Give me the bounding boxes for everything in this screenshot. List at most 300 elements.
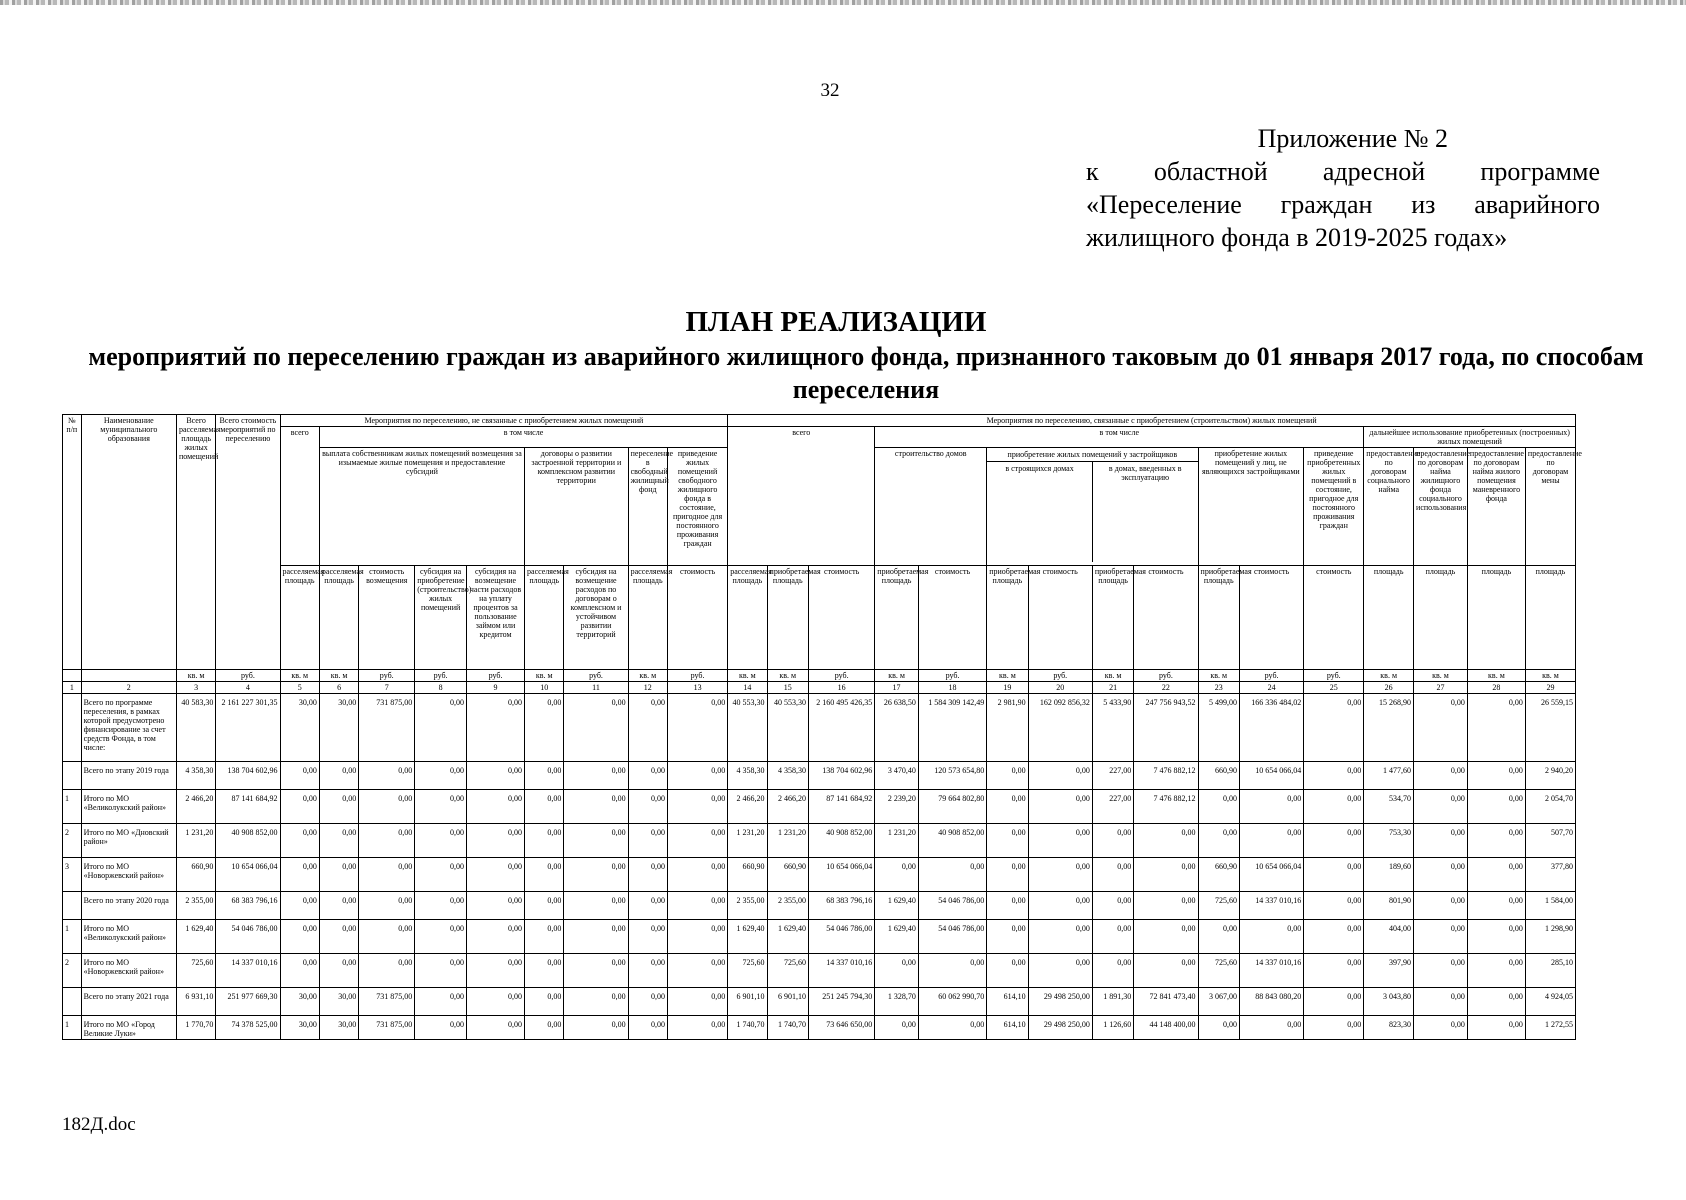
table-cell: 0,00 bbox=[1028, 824, 1092, 858]
table-cell: 0,00 bbox=[1198, 824, 1239, 858]
table-cell: 1 584 309 142,49 bbox=[918, 694, 986, 762]
table-cell: 1 629,40 bbox=[176, 920, 215, 954]
table-cell: 285,10 bbox=[1525, 954, 1575, 988]
unit-cell: руб. bbox=[918, 670, 986, 682]
col-number: 11 bbox=[564, 682, 628, 694]
table-cell: 0,00 bbox=[1467, 694, 1525, 762]
header-use-comm: предоставление по договорам найма жилого помещения маневренного фонда bbox=[1467, 448, 1525, 566]
table-cell: 725,60 bbox=[767, 954, 808, 988]
table-cell: 0,00 bbox=[875, 858, 919, 892]
table-cell: 0,00 bbox=[525, 790, 564, 824]
col-number: 8 bbox=[415, 682, 467, 694]
sub-c21: приобретаемая площадь bbox=[1092, 566, 1133, 670]
table-cell: 753,30 bbox=[1364, 824, 1414, 858]
unit-cell: руб. bbox=[667, 670, 727, 682]
sub-c10: расселяемая площадь bbox=[525, 566, 564, 670]
col-number: 2 bbox=[81, 682, 176, 694]
table-cell: 0,00 bbox=[467, 694, 525, 762]
table-cell: 0,00 bbox=[525, 920, 564, 954]
table-row bbox=[63, 988, 1576, 1016]
table-cell: 0,00 bbox=[667, 988, 727, 1016]
table-cell: 0,00 bbox=[415, 790, 467, 824]
table-cell: 5 499,00 bbox=[1198, 694, 1239, 762]
table-cell: 0,00 bbox=[564, 1016, 628, 1040]
table-cell: 14 337 010,16 bbox=[808, 954, 874, 988]
table-cell: 0,00 bbox=[1467, 920, 1525, 954]
col-number: 20 bbox=[1028, 682, 1092, 694]
row-name: Итого по МО «Новоржевский район» bbox=[81, 858, 176, 892]
table-cell: 138 704 602,96 bbox=[808, 762, 874, 790]
table-cell: 30,00 bbox=[280, 988, 319, 1016]
table-cell: 0,00 bbox=[1092, 892, 1133, 920]
table-cell: 40 583,30 bbox=[176, 694, 215, 762]
header-total-area: Всего расселяемая площадь жилых помещений bbox=[176, 415, 215, 670]
table-cell: 1 770,70 bbox=[176, 1016, 215, 1040]
table-cell: 0,00 bbox=[987, 824, 1028, 858]
table-cell: 40 553,30 bbox=[728, 694, 767, 762]
header-use-barter: предоставление по договорам мены bbox=[1525, 448, 1575, 566]
unit-cell: кв. м bbox=[525, 670, 564, 682]
table-cell: 0,00 bbox=[415, 892, 467, 920]
table-cell: 0,00 bbox=[467, 954, 525, 988]
table-cell: 0,00 bbox=[628, 858, 667, 892]
table-cell: 29 498 250,00 bbox=[1028, 988, 1092, 1016]
table-cell: 3 067,00 bbox=[1198, 988, 1239, 1016]
table-cell: 0,00 bbox=[1467, 790, 1525, 824]
appendix-note bbox=[1086, 122, 1600, 254]
table-cell: 0,00 bbox=[1134, 824, 1198, 858]
sub-c27: площадь bbox=[1414, 566, 1468, 670]
table-cell: 14 337 010,16 bbox=[1239, 954, 1303, 988]
table-cell: 0,00 bbox=[1134, 858, 1198, 892]
table-cell: 79 664 802,80 bbox=[918, 790, 986, 824]
sub-c19: приобретаемая площадь bbox=[987, 566, 1028, 670]
col-number: 14 bbox=[728, 682, 767, 694]
header-use-social: предоставление по договорам социального найма bbox=[1364, 448, 1414, 566]
table-cell: 0,00 bbox=[280, 920, 319, 954]
header-group-a: Мероприятия по переселению, не связанные с приобретением жилых помещений bbox=[280, 415, 728, 427]
sub-c7: стоимость возмещения bbox=[359, 566, 415, 670]
table-cell: 2 466,20 bbox=[767, 790, 808, 824]
header-row-2 bbox=[63, 427, 1576, 448]
table-cell: 0,00 bbox=[467, 762, 525, 790]
col-number: 13 bbox=[667, 682, 727, 694]
table-cell: 0,00 bbox=[280, 954, 319, 988]
table-cell: 7 476 882,12 bbox=[1134, 790, 1198, 824]
appendix-line-2: к областной адресной программе bbox=[1086, 157, 1600, 186]
row-name: Итого по МО «Дновский район» bbox=[81, 824, 176, 858]
table-cell: 0,00 bbox=[1467, 892, 1525, 920]
table-cell: 534,70 bbox=[1364, 790, 1414, 824]
table-cell: 0,00 bbox=[359, 762, 415, 790]
table-cell: 731 875,00 bbox=[359, 988, 415, 1016]
col-number: 4 bbox=[216, 682, 280, 694]
sub-c28: площадь bbox=[1467, 566, 1525, 670]
table-cell: 0,00 bbox=[1092, 920, 1133, 954]
table-cell: 0,00 bbox=[1467, 1016, 1525, 1040]
table-cell: 0,00 bbox=[667, 1016, 727, 1040]
table-cell: 0,00 bbox=[1239, 790, 1303, 824]
unit-cell: кв. м bbox=[987, 670, 1028, 682]
table-cell: 507,70 bbox=[1525, 824, 1575, 858]
table-cell: 397,90 bbox=[1364, 954, 1414, 988]
table-cell: 0,00 bbox=[564, 892, 628, 920]
table-cell: 30,00 bbox=[319, 988, 358, 1016]
table-cell: 0,00 bbox=[280, 892, 319, 920]
table-cell: 0,00 bbox=[1304, 892, 1364, 920]
table-cell: 40 553,30 bbox=[767, 694, 808, 762]
table-cell: 0,00 bbox=[1414, 824, 1468, 858]
table-cell: 0,00 bbox=[667, 858, 727, 892]
table-row bbox=[63, 920, 1576, 954]
table-cell: 29 498 250,00 bbox=[1028, 1016, 1092, 1040]
table-cell: 0,00 bbox=[564, 824, 628, 858]
table-cell: 0,00 bbox=[1028, 892, 1092, 920]
table-cell: 0,00 bbox=[918, 954, 986, 988]
table-cell: 0,00 bbox=[1239, 824, 1303, 858]
table-cell: 2 355,00 bbox=[176, 892, 215, 920]
table-cell: 14 337 010,16 bbox=[1239, 892, 1303, 920]
table-cell: 1 231,20 bbox=[875, 824, 919, 858]
table-cell: 1 231,20 bbox=[767, 824, 808, 858]
scan-edge bbox=[0, 0, 1686, 5]
col-number: 26 bbox=[1364, 682, 1414, 694]
table-cell: 227,00 bbox=[1092, 762, 1133, 790]
header-bring-free: приведение жилых помещений свободного жилищного фонда в состояние, пригодное для постоянного проживания граждан bbox=[667, 448, 727, 566]
sub-c6: расселяемая площадь bbox=[319, 566, 358, 670]
table-cell: 54 046 786,00 bbox=[918, 892, 986, 920]
page-subtitle: мероприятий по переселению граждан из аварийного жилищного фонда, признанного таковым до 01 января 2017 года, по способам переселения bbox=[88, 342, 1644, 404]
table-cell: 0,00 bbox=[564, 988, 628, 1016]
table-cell: 4 924,05 bbox=[1525, 988, 1575, 1016]
table-cell: 0,00 bbox=[564, 790, 628, 824]
table-cell: 823,30 bbox=[1364, 1016, 1414, 1040]
unit-cell: руб. bbox=[1028, 670, 1092, 682]
table-cell: 0,00 bbox=[1028, 954, 1092, 988]
col-number: 10 bbox=[525, 682, 564, 694]
sub-c16: стоимость bbox=[808, 566, 874, 670]
sub-c8: субсидия на приобретение (строительство) жилых помещений bbox=[415, 566, 467, 670]
col-number: 25 bbox=[1304, 682, 1364, 694]
header-next-use: дальнейшее использование приобретенных (построенных) жилых помещений bbox=[1364, 427, 1576, 448]
table-cell: 0,00 bbox=[564, 920, 628, 954]
table-cell: 0,00 bbox=[1414, 954, 1468, 988]
table-cell: 2 355,00 bbox=[767, 892, 808, 920]
sub-c11: субсидия на возмещение расходов по договорам о комплексном и устойчивом развитии территорий bbox=[564, 566, 628, 670]
table-cell: 138 704 602,96 bbox=[216, 762, 280, 790]
col-number: 6 bbox=[319, 682, 358, 694]
unit-cell: руб. bbox=[467, 670, 525, 682]
table-cell: 377,80 bbox=[1525, 858, 1575, 892]
table-cell: 0,00 bbox=[1304, 988, 1364, 1016]
table-cell: 0,00 bbox=[1134, 892, 1198, 920]
table-cell: 40 908 852,00 bbox=[216, 824, 280, 858]
col-number: 27 bbox=[1414, 682, 1468, 694]
table-cell: 72 841 473,40 bbox=[1134, 988, 1198, 1016]
table-cell: 0,00 bbox=[918, 1016, 986, 1040]
table-cell: 227,00 bbox=[1092, 790, 1133, 824]
table-cell: 2 466,20 bbox=[176, 790, 215, 824]
table-cell: 2 940,20 bbox=[1525, 762, 1575, 790]
table-cell: 0,00 bbox=[667, 694, 727, 762]
table-cell: 1 477,60 bbox=[1364, 762, 1414, 790]
table-body bbox=[63, 694, 1576, 1040]
col-number: 29 bbox=[1525, 682, 1575, 694]
table-cell: 0,00 bbox=[1414, 988, 1468, 1016]
table-cell: 0,00 bbox=[1239, 1016, 1303, 1040]
unit-cell: кв. м bbox=[1525, 670, 1575, 682]
unit-cell: кв. м bbox=[280, 670, 319, 682]
col-number: 24 bbox=[1239, 682, 1303, 694]
row-number bbox=[63, 694, 82, 762]
row-number: 1 bbox=[63, 790, 82, 824]
table-cell: 0,00 bbox=[987, 858, 1028, 892]
table-cell: 0,00 bbox=[667, 824, 727, 858]
table-cell: 0,00 bbox=[1414, 694, 1468, 762]
row-name: Всего по этапу 2019 года bbox=[81, 762, 176, 790]
table-cell: 0,00 bbox=[1414, 920, 1468, 954]
unit-cell: кв. м bbox=[1092, 670, 1133, 682]
table-cell: 0,00 bbox=[1028, 762, 1092, 790]
table-cell: 725,60 bbox=[1198, 954, 1239, 988]
table-cell: 0,00 bbox=[525, 1016, 564, 1040]
table-cell: 60 062 990,70 bbox=[918, 988, 986, 1016]
col-number: 19 bbox=[987, 682, 1028, 694]
table-cell: 0,00 bbox=[467, 790, 525, 824]
table-cell: 0,00 bbox=[525, 954, 564, 988]
table-cell: 0,00 bbox=[1198, 1016, 1239, 1040]
row-name: Итого по МО «Великолукский район» bbox=[81, 920, 176, 954]
col-number: 1 bbox=[63, 682, 82, 694]
col-number: 21 bbox=[1092, 682, 1133, 694]
col-number: 12 bbox=[628, 682, 667, 694]
unit-cell: руб. bbox=[216, 670, 280, 682]
table-cell: 660,90 bbox=[176, 858, 215, 892]
row-name: Итого по МО «Город Великие Луки» bbox=[81, 1016, 176, 1040]
col-number: 5 bbox=[280, 682, 319, 694]
header-contracts: договоры о развитии застроенной территории и комплексном развитии территории bbox=[525, 448, 629, 566]
header-total-cost: Всего стоимость мероприятий по переселению bbox=[216, 415, 280, 670]
sub-c9: субсидия на возмещение части расходов на уплату процентов за пользование займом или кредитом bbox=[467, 566, 525, 670]
row-name: Всего по этапу 2021 года bbox=[81, 988, 176, 1016]
table-cell: 1 629,40 bbox=[728, 920, 767, 954]
header-buy-other: приобретение жилых помещений у лиц, не являющихся застройщиками bbox=[1198, 448, 1304, 566]
table-row bbox=[63, 762, 1576, 790]
table-cell: 0,00 bbox=[1304, 920, 1364, 954]
header-buy-dev-title: приобретение жилых помещений у застройщиков bbox=[987, 448, 1197, 462]
table-cell: 1 584,00 bbox=[1525, 892, 1575, 920]
table-cell: 2 355,00 bbox=[728, 892, 767, 920]
row-number bbox=[63, 988, 82, 1016]
table-cell: 0,00 bbox=[875, 1016, 919, 1040]
table-cell: 0,00 bbox=[1134, 920, 1198, 954]
header-payout: выплата собственникам жилых помещений возмещения за изымаемые жилые помещения и предоставление субсидий bbox=[319, 448, 524, 566]
table-cell: 0,00 bbox=[319, 762, 358, 790]
table-cell: 660,90 bbox=[1198, 858, 1239, 892]
unit-cell: кв. м bbox=[1467, 670, 1525, 682]
table-cell: 0,00 bbox=[1467, 954, 1525, 988]
table-row bbox=[63, 694, 1576, 762]
table-cell: 0,00 bbox=[667, 762, 727, 790]
table-cell: 0,00 bbox=[415, 1016, 467, 1040]
table-cell: 0,00 bbox=[1028, 920, 1092, 954]
unit-cell bbox=[81, 670, 176, 682]
header-buy-dev-new: в строящихся домах bbox=[987, 462, 1093, 562]
table-cell: 0,00 bbox=[280, 790, 319, 824]
table-cell: 0,00 bbox=[415, 988, 467, 1016]
table-cell: 0,00 bbox=[918, 858, 986, 892]
table-cell: 0,00 bbox=[415, 858, 467, 892]
table-cell: 0,00 bbox=[1414, 892, 1468, 920]
table-cell: 30,00 bbox=[319, 1016, 358, 1040]
table-cell: 0,00 bbox=[1467, 762, 1525, 790]
table-cell: 0,00 bbox=[1198, 920, 1239, 954]
table-cell: 0,00 bbox=[359, 824, 415, 858]
table-cell: 0,00 bbox=[1304, 762, 1364, 790]
table-cell: 1 126,60 bbox=[1092, 1016, 1133, 1040]
table-cell: 6 931,10 bbox=[176, 988, 215, 1016]
table-cell: 5 433,90 bbox=[1092, 694, 1133, 762]
table-cell: 3 043,80 bbox=[1364, 988, 1414, 1016]
table-cell: 44 148 400,00 bbox=[1134, 1016, 1198, 1040]
table-cell: 0,00 bbox=[628, 790, 667, 824]
table-cell: 0,00 bbox=[467, 988, 525, 1016]
appendix-line-1: Приложение № 2 bbox=[1257, 124, 1448, 153]
unit-cell: кв. м bbox=[875, 670, 919, 682]
table-cell: 251 245 794,30 bbox=[808, 988, 874, 1016]
table-cell: 0,00 bbox=[1304, 790, 1364, 824]
table-cell: 4 358,30 bbox=[176, 762, 215, 790]
table-cell: 0,00 bbox=[628, 762, 667, 790]
table-cell: 0,00 bbox=[359, 858, 415, 892]
table-cell: 87 141 684,92 bbox=[216, 790, 280, 824]
table-cell: 0,00 bbox=[525, 694, 564, 762]
table-cell: 15 268,90 bbox=[1364, 694, 1414, 762]
table-cell: 725,60 bbox=[728, 954, 767, 988]
sub-c29: площадь bbox=[1525, 566, 1575, 670]
table-row bbox=[63, 790, 1576, 824]
table-cell: 0,00 bbox=[280, 858, 319, 892]
row-number: 3 bbox=[63, 858, 82, 892]
table-cell: 0,00 bbox=[1304, 954, 1364, 988]
table-cell: 0,00 bbox=[628, 954, 667, 988]
table-cell: 0,00 bbox=[1092, 954, 1133, 988]
table-cell: 1 740,70 bbox=[728, 1016, 767, 1040]
table-cell: 0,00 bbox=[628, 694, 667, 762]
table-cell: 88 843 080,20 bbox=[1239, 988, 1303, 1016]
col-number: 7 bbox=[359, 682, 415, 694]
table-cell: 0,00 bbox=[359, 954, 415, 988]
row-number bbox=[63, 762, 82, 790]
table-cell: 0,00 bbox=[467, 824, 525, 858]
sub-c23: приобретаемая площадь bbox=[1198, 566, 1239, 670]
table-cell: 0,00 bbox=[667, 920, 727, 954]
table-cell: 0,00 bbox=[987, 892, 1028, 920]
sub-c17: приобретаемая площадь bbox=[875, 566, 919, 670]
table-cell: 0,00 bbox=[319, 858, 358, 892]
table-cell: 0,00 bbox=[1134, 954, 1198, 988]
table-cell: 0,00 bbox=[319, 920, 358, 954]
table-cell: 189,60 bbox=[1364, 858, 1414, 892]
row-name: Итого по МО «Новоржевский район» bbox=[81, 954, 176, 988]
col-number: 15 bbox=[767, 682, 808, 694]
table-cell: 0,00 bbox=[280, 824, 319, 858]
table-cell: 0,00 bbox=[564, 858, 628, 892]
col-number: 22 bbox=[1134, 682, 1198, 694]
table-cell: 1 629,40 bbox=[875, 892, 919, 920]
header-num: № п/п bbox=[63, 415, 82, 670]
sub-c15: приобретаемая площадь bbox=[767, 566, 808, 670]
header-total-b: всего bbox=[728, 427, 875, 566]
table-cell: 1 231,20 bbox=[176, 824, 215, 858]
unit-cell: кв. м bbox=[628, 670, 667, 682]
sub-c26: площадь bbox=[1364, 566, 1414, 670]
table-cell: 0,00 bbox=[1467, 858, 1525, 892]
header-bring-bought: приведение приобретенных жилых помещений в состояние, пригодное для постоянного проживания граждан bbox=[1304, 448, 1364, 566]
table-row bbox=[63, 954, 1576, 988]
table-cell: 1 272,55 bbox=[1525, 1016, 1575, 1040]
table-cell: 0,00 bbox=[564, 694, 628, 762]
footer-filename: 182Д.doc bbox=[62, 1114, 136, 1135]
table-cell: 0,00 bbox=[1304, 858, 1364, 892]
table-cell: 801,90 bbox=[1364, 892, 1414, 920]
table-cell: 2 466,20 bbox=[728, 790, 767, 824]
table-cell: 1 629,40 bbox=[875, 920, 919, 954]
table-cell: 26 559,15 bbox=[1525, 694, 1575, 762]
sub-c25: стоимость bbox=[1304, 566, 1364, 670]
table-cell: 0,00 bbox=[415, 824, 467, 858]
sub-c14: расселяемая площадь bbox=[728, 566, 767, 670]
table-cell: 0,00 bbox=[1414, 790, 1468, 824]
table-cell: 0,00 bbox=[1028, 790, 1092, 824]
table-cell: 7 476 882,12 bbox=[1134, 762, 1198, 790]
sub-c24: стоимость bbox=[1239, 566, 1303, 670]
header-build: строительство домов bbox=[875, 448, 987, 566]
table-cell: 4 358,30 bbox=[767, 762, 808, 790]
sub-c18: стоимость bbox=[918, 566, 986, 670]
table-cell: 0,00 bbox=[628, 988, 667, 1016]
table-cell: 0,00 bbox=[1028, 858, 1092, 892]
table-cell: 0,00 bbox=[359, 920, 415, 954]
table-cell: 614,10 bbox=[987, 1016, 1028, 1040]
table-cell: 68 383 796,16 bbox=[808, 892, 874, 920]
table-cell: 0,00 bbox=[415, 920, 467, 954]
table-cell: 2 160 495 426,35 bbox=[808, 694, 874, 762]
table-cell: 87 141 684,92 bbox=[808, 790, 874, 824]
header-row-4 bbox=[63, 566, 1576, 670]
table-cell: 1 629,40 bbox=[767, 920, 808, 954]
table-cell: 0,00 bbox=[628, 1016, 667, 1040]
col-number: 18 bbox=[918, 682, 986, 694]
unit-cell: кв. м bbox=[728, 670, 767, 682]
table-row bbox=[63, 824, 1576, 858]
table-cell: 0,00 bbox=[987, 920, 1028, 954]
row-name: Всего по программе переселения, в рамках которой предусмотрено финансирование за счет средств Фонда, в том числе: bbox=[81, 694, 176, 762]
unit-cell: кв. м bbox=[1364, 670, 1414, 682]
table-cell: 54 046 786,00 bbox=[216, 920, 280, 954]
table-cell: 1 740,70 bbox=[767, 1016, 808, 1040]
table-cell: 0,00 bbox=[667, 954, 727, 988]
table-cell: 4 358,30 bbox=[728, 762, 767, 790]
appendix-line-4: жилищного фонда в 2019-2025 годах» bbox=[1086, 223, 1508, 252]
table-cell: 0,00 bbox=[1092, 858, 1133, 892]
header-buy-dev bbox=[987, 448, 1198, 566]
table-cell: 6 901,10 bbox=[767, 988, 808, 1016]
table-cell: 40 908 852,00 bbox=[808, 824, 874, 858]
sub-c20: стоимость bbox=[1028, 566, 1092, 670]
table-cell: 10 654 066,04 bbox=[1239, 858, 1303, 892]
table-cell: 0,00 bbox=[525, 988, 564, 1016]
